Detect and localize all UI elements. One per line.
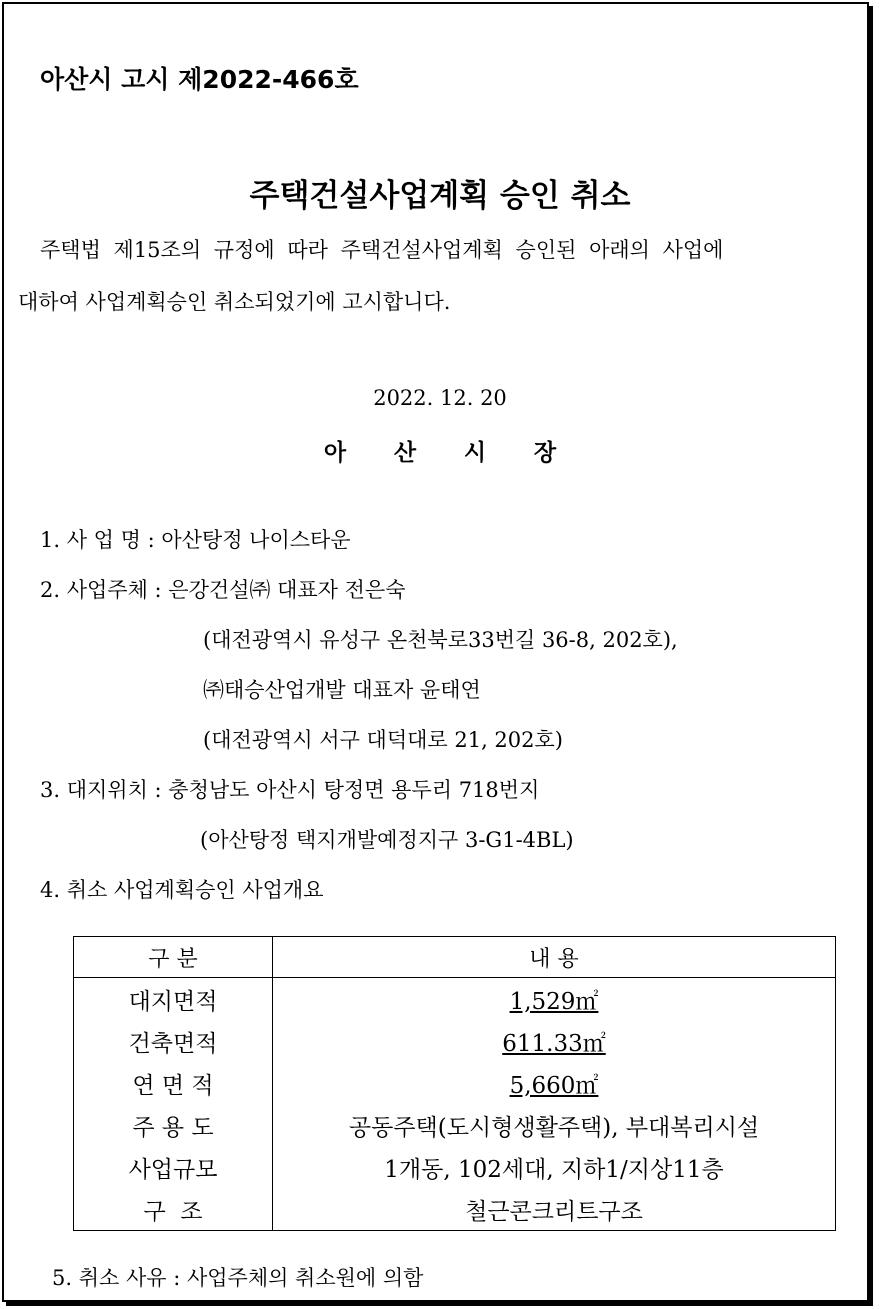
row-label: 주 용 도 bbox=[74, 1104, 273, 1146]
table-header-row bbox=[74, 937, 836, 978]
table-row bbox=[74, 1146, 836, 1188]
document-title: 주택건설사업계획 승인 취소 bbox=[249, 178, 631, 214]
item-cancel-reason: 5. 취소 사유 : 사업주체의 취소원에 의함 bbox=[52, 1266, 424, 1290]
notice-number: 아산시 고시 제2022-466호 bbox=[40, 65, 359, 94]
table-row bbox=[74, 978, 836, 1021]
floor-area-value: 5,660㎡ bbox=[509, 1072, 599, 1099]
overview-table bbox=[73, 936, 836, 1231]
row-label: 사업규모 bbox=[74, 1146, 273, 1188]
issuer-char: 시 bbox=[463, 439, 487, 466]
building-area-value: 611.33㎡ bbox=[502, 1030, 606, 1057]
item-site-location: 3. 대지위치 : 충청남도 아산시 탕정면 용두리 718번지 bbox=[40, 778, 540, 802]
item-project-name: 1. 사 업 명 : 아산탕정 나이스타운 bbox=[40, 528, 351, 552]
site-area-value: 1,529㎡ bbox=[509, 988, 599, 1015]
table-row bbox=[74, 1020, 836, 1062]
notice-date: 2022. 12. 20 bbox=[373, 386, 507, 410]
table-row bbox=[74, 1104, 836, 1146]
issuer-char: 산 bbox=[393, 439, 417, 466]
row-value: 철근콘크리트구조 bbox=[273, 1188, 836, 1231]
row-value bbox=[273, 1020, 836, 1062]
row-label: 연 면 적 bbox=[74, 1062, 273, 1104]
row-value: 1개동, 102세대, 지하1/지상11층 bbox=[273, 1146, 836, 1188]
item-developer-address-1: (대전광역시 유성구 온천북로33번길 36-8, 202호), bbox=[203, 628, 678, 652]
row-label: 대지면적 bbox=[74, 978, 273, 1021]
header-content: 내 용 bbox=[273, 937, 836, 978]
item-overview-heading: 4. 취소 사업계획승인 사업개요 bbox=[40, 878, 324, 902]
table-row bbox=[74, 1188, 836, 1231]
item-site-district: (아산탕정 택지개발예정지구 3-G1-4BL) bbox=[200, 828, 574, 852]
issuer bbox=[0, 434, 880, 467]
issuer-char: 아 bbox=[323, 439, 347, 466]
row-value bbox=[273, 978, 836, 1021]
body-line-1: 주택법 제15조의 규정에 따라 주택건설사업계획 승인된 아래의 사업에 bbox=[40, 238, 724, 262]
header-category: 구 분 bbox=[74, 937, 273, 978]
item-developer: 2. 사업주체 : 은강건설㈜ 대표자 전은숙 bbox=[40, 578, 406, 602]
row-label: 건축면적 bbox=[74, 1020, 273, 1062]
row-label: 구 조 bbox=[74, 1188, 273, 1231]
item-developer-2: ㈜태승산업개발 대표자 윤태연 bbox=[203, 678, 481, 702]
item-developer-address-2: (대전광역시 서구 대덕대로 21, 202호) bbox=[203, 728, 563, 752]
row-value: 공동주택(도시형생활주택), 부대복리시설 bbox=[273, 1104, 836, 1146]
table-row bbox=[74, 1062, 836, 1104]
row-value bbox=[273, 1062, 836, 1104]
issuer-char: 장 bbox=[533, 439, 557, 466]
body-line-2: 대하여 사업계획승인 취소되었기에 고시합니다. bbox=[18, 290, 451, 314]
